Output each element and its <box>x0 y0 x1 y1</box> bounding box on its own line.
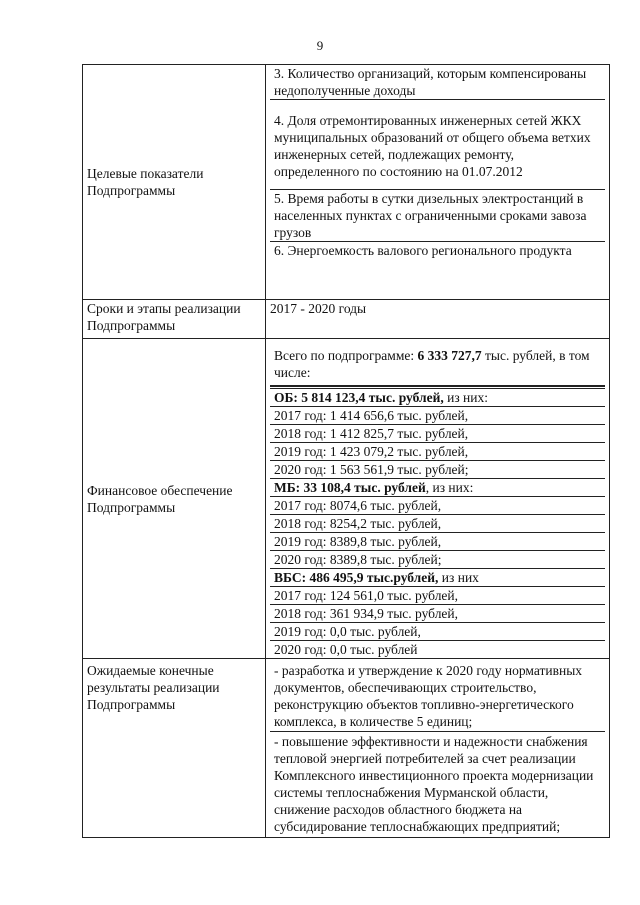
vbs-tail-text: из них <box>438 570 479 585</box>
target-item-5: 5. Время работы в сутки дизельных электростанций в населенных пунктах с ограниченными сроками завоза грузов <box>270 190 605 242</box>
vbs-year-2017: 2017 год: 124 561,0 тыс. рублей, <box>270 587 605 605</box>
finance-label: Финансовое обеспечение Подпрограммы <box>87 482 233 515</box>
results-values-cell <box>266 659 610 838</box>
terms-label: Сроки и этапы реализации Подпрограммы <box>83 300 266 339</box>
finance-ob-head <box>270 386 605 407</box>
page-number: 9 <box>316 38 324 53</box>
targets-row <box>83 65 610 300</box>
finance-vbs-head <box>270 569 605 587</box>
mb-year-2019: 2019 год: 8389,8 тыс. рублей, <box>270 533 605 551</box>
finance-label-cell <box>83 339 266 659</box>
ob-year-2017: 2017 год: 1 414 656,6 тыс. рублей, <box>270 407 605 425</box>
targets-label: Целевые показатели Подпрограммы <box>87 166 204 198</box>
subprogram-passport-table <box>82 64 610 838</box>
mb-year-2018: 2018 год: 8254,2 тыс. рублей, <box>270 515 605 533</box>
targets-values-cell <box>266 65 610 300</box>
vbs-year-2019: 2019 год: 0,0 тыс. рублей, <box>270 623 605 641</box>
finance-total-amount: 6 333 727,7 <box>417 348 482 363</box>
results-label: Ожидаемые конечные результаты реализации Подпрограммы <box>83 659 266 838</box>
result-item-2: - повышение эффективности и надежности снабжения тепловой энергией потребителей за счет реализации Комплексного инвестиционного проекта модернизации системы теплоснабжения Мурманской области, снижение расходов областного бюджета на субсидирование теплоснабжающих предприятий; <box>274 734 594 834</box>
finance-mb-head <box>270 479 605 497</box>
targets-label-cell <box>83 65 266 300</box>
finance-total-suffix: тыс. рублей, в том числе: <box>274 348 590 380</box>
finance-values-cell <box>266 339 610 659</box>
vbs-year-2018: 2018 год: 361 934,9 тыс. рублей, <box>270 605 605 623</box>
vbs-year-2020: 2020 год: 0,0 тыс. рублей <box>274 642 418 657</box>
finance-total-prefix: Всего по подпрограмме: <box>274 348 418 363</box>
target-item-6: 6. Энергоемкость валового регионального продукта <box>274 243 572 258</box>
ob-year-2019: 2019 год: 1 423 079,2 тыс. рублей, <box>270 443 605 461</box>
target-item-3: 3. Количество организаций, которым компенсированы недополученные доходы <box>270 65 605 100</box>
target-item-4: 4. Доля отремонтированных инженерных сетей ЖКХ муниципальных образований от общего объема ветхих инженерных сетей, подлежащих ремонту, определенного по состоянию на 01.07.2012 <box>270 100 605 190</box>
mb-head-text: МБ: 33 108,4 тыс. рублей <box>274 480 426 495</box>
ob-year-2018: 2018 год: 1 412 825,7 тыс. рублей, <box>270 425 605 443</box>
mb-year-2020: 2020 год: 8389,8 тыс. рублей; <box>270 551 605 569</box>
mb-year-2017: 2017 год: 8074,6 тыс. рублей, <box>270 497 605 515</box>
finance-row <box>83 339 610 659</box>
mb-tail-text: , из них: <box>425 480 474 495</box>
finance-total <box>270 339 605 386</box>
vbs-head-text: ВБС: 486 495,9 тыс.рублей, <box>274 570 439 585</box>
result-item-1: - разработка и утверждение к 2020 году нормативных документов, обеспечивающих строительство, реконструкцию объектов топливно-энергетического комплекса, в количестве 5 единиц; <box>270 659 605 732</box>
terms-row <box>83 300 610 339</box>
ob-year-2020: 2020 год: 1 563 561,9 тыс. рублей; <box>270 461 605 479</box>
terms-value: 2017 - 2020 годы <box>266 300 610 339</box>
ob-tail-text: из них: <box>443 390 489 405</box>
results-row <box>83 659 610 838</box>
ob-head-text: ОБ: 5 814 123,4 тыс. рублей, <box>274 390 444 405</box>
